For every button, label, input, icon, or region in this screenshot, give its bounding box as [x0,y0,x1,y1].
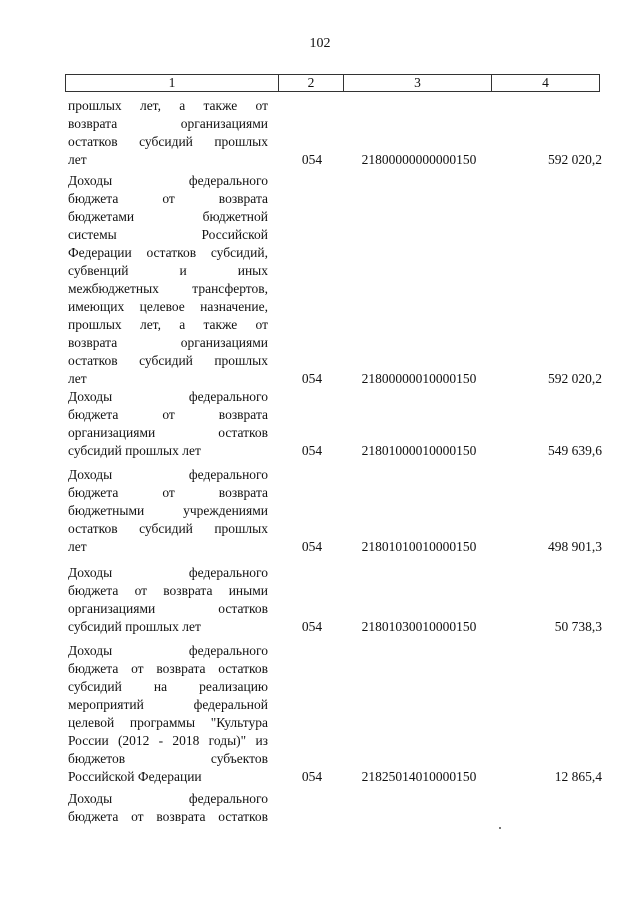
description-line: субсидий на реализацию [68,679,268,694]
description-line: остатков субсидий прошлых [68,134,268,149]
description-line: субвенций и иных [68,263,268,278]
description-line: Доходы федерального [68,643,268,658]
description-line: лет [68,152,87,167]
description-line: Доходы федерального [68,389,268,404]
description-line: бюджета от возврата иными [68,583,268,598]
description-line: прошлых лет, а также от [68,317,268,332]
scan-speck [499,827,501,829]
row-kbk: 21800000010000150 [361,371,477,386]
row-code: 054 [301,443,323,458]
header-col-4: 4 [542,75,549,90]
row-description [68,790,268,826]
row-amount: 498 901,3 [548,539,602,554]
description-line: России (2012 - 2018 годы)" из [68,733,268,748]
description-line: организациями остатков [68,425,268,440]
row-amount: 592 020,2 [548,152,602,167]
row-description [68,466,268,556]
description-line: субсидий прошлых лет [68,619,201,634]
description-line: бюджета от возврата [68,191,268,206]
description-line: прошлых лет, а также от [68,98,268,113]
page-number: 102 [309,36,331,51]
description-line: Российской Федерации [68,769,202,784]
description-line: возврата организациями [68,116,268,131]
description-line: бюджета от возврата остатков [68,661,268,676]
row-description [68,642,268,786]
row-kbk: 21801000010000150 [361,443,477,458]
description-line: Доходы федерального [68,467,268,482]
description-line: Доходы федерального [68,565,268,580]
description-line: лет [68,371,87,386]
description-line: лет [68,539,87,554]
description-line: бюджета от возврата [68,407,268,422]
header-col-3: 3 [344,75,492,91]
row-description [68,388,268,460]
row-code: 054 [301,371,323,386]
description-line: целевой программы "Культура [68,715,268,730]
row-amount: 592 020,2 [548,371,602,386]
description-line: межбюджетных трансфертов, [68,281,268,296]
row-kbk: 21801010010000150 [361,539,477,554]
description-line: Доходы федерального [68,173,268,188]
description-line: бюджетов субъектов [68,751,268,766]
row-code: 054 [301,619,323,634]
row-amount: 549 639,6 [548,443,602,458]
row-code: 054 [301,539,323,554]
row-description [68,97,268,169]
description-line: субсидий прошлых лет [68,443,201,458]
header-col-2: 2 [279,75,344,91]
row-kbk: 21825014010000150 [361,769,477,784]
header-col-1: 1 [66,75,279,91]
description-line: остатков субсидий прошлых [68,353,268,368]
row-amount: 50 738,3 [554,619,602,634]
description-line: бюджетными учреждениями [68,503,268,518]
description-line: бюджетами бюджетной [68,209,268,224]
description-line: возврата организациями [68,335,268,350]
description-line: Федерации остатков субсидий, [68,245,268,260]
row-description [68,172,268,388]
row-kbk: 21800000000000150 [361,152,477,167]
description-line: мероприятий федеральной [68,697,268,712]
row-description [68,564,268,636]
description-line: бюджета от возврата [68,485,268,500]
table-header [65,74,600,92]
description-line: остатков субсидий прошлых [68,521,268,536]
description-line: имеющих целевое назначение, [68,299,268,314]
row-code: 054 [301,152,323,167]
description-line: бюджета от возврата остатков [68,809,268,824]
row-amount: 12 865,4 [554,769,602,784]
row-code: 054 [301,769,323,784]
description-line: Доходы федерального [68,791,268,806]
description-line: организациями остатков [68,601,268,616]
description-line: системы Российской [68,227,268,242]
row-kbk: 21801030010000150 [361,619,477,634]
